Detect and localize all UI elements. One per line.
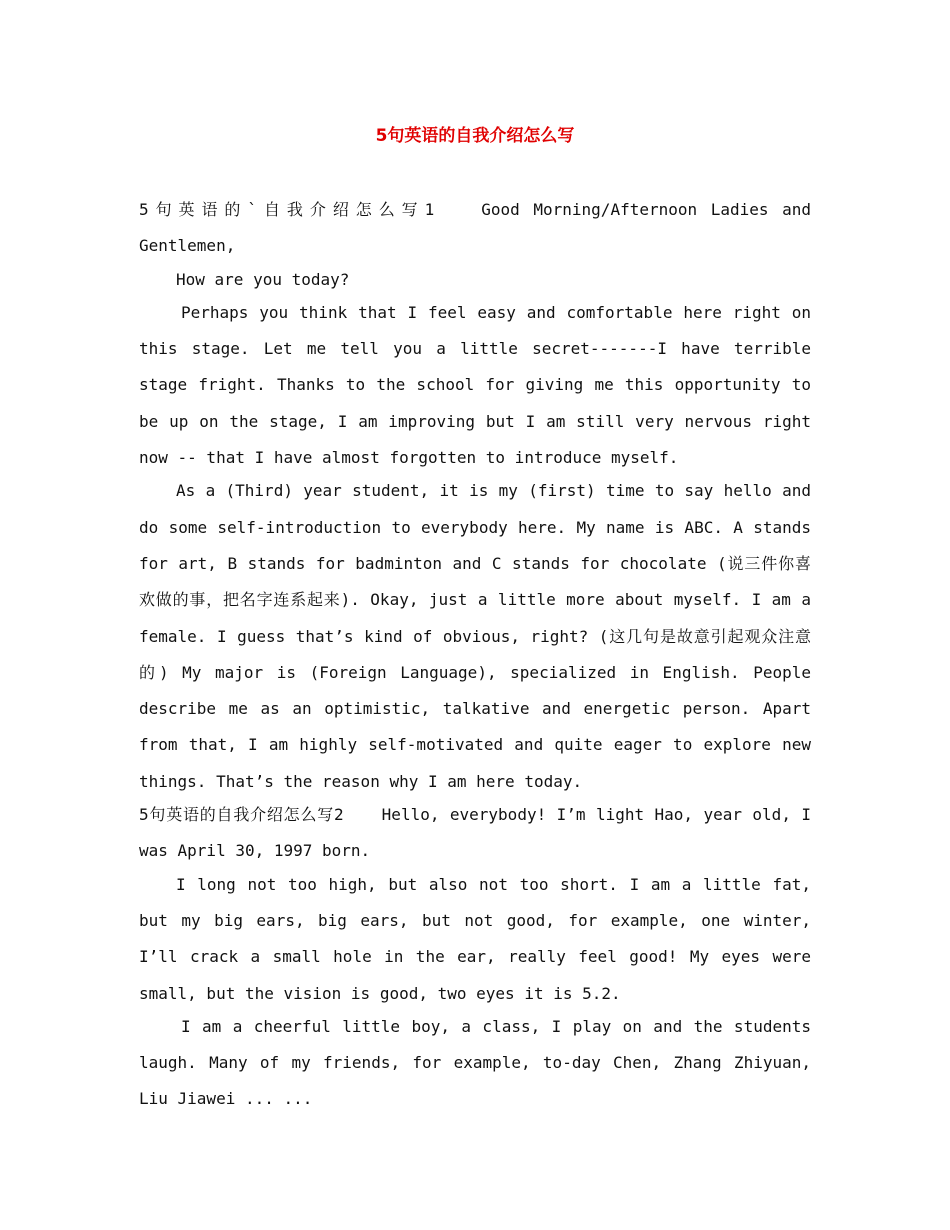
paragraph-as-a-student: As a (Third) year student, it is my (first) time to say hello and do some self-introduction to everybody here. My name is ABC. A stands for art, B stands for badminton and C stands for chocolate (说三件你喜欢做的事，把名字连系起来). Okay, just a little more about myself. I am a female. I guess that’s kind of obvious, right? (这几句是故意引起观众注意的) My major is (Foreign Language), specialized in English. People describe me as an optimistic, talkative and energetic person. Apart from that, I am highly self-motivated and quite eager to explore new things. That’s the reason why I am here today.	[139, 481, 811, 791]
section1-heading: 5句英语的`自我介绍怎么写1	[139, 200, 438, 219]
section2-first-paragraph	[139, 797, 811, 870]
section1-greeting: Good Morning/Afternoon Ladies and Gentlemen,	[139, 200, 811, 256]
paragraph-perhaps: Perhaps you think that I feel easy and comfortable here right on this stage. Let me tell you a little secret-------I have terrible stage fright. Thanks to the school for giving me this opportunity to be up on the stage, I am improving but I am still very nervous right now -- that I have almost forgotten to introduce myself.	[139, 302, 811, 468]
section2-intro: Hello, everybody! I’m light Hao, year old, I was April 30, 1997 born.	[139, 805, 811, 861]
document-title: 5句英语的自我介绍怎么写	[375, 126, 575, 146]
paragraph-how-are-you: How are you today?	[176, 269, 350, 289]
document-body	[139, 192, 811, 1118]
section2-heading: 5句英语的自我介绍怎么写2	[139, 805, 344, 825]
paragraph-cheerful: I am a cheerful little boy, a class, I play on and the students laugh. Many of my friends, for example, to-day Chen, Zhang Zhiyuan, Liu Jiawei ... ...	[139, 1016, 811, 1109]
paragraph-i-long: I long not too high, but also not too short. I am a little fat, but my big ears, big ears, but not good, for example, one winter, I’ll crack a small hole in the ear, really feel good! My eyes were small, but the vision is good, two eyes it is 5.2.	[139, 874, 811, 1003]
section1-first-paragraph	[139, 192, 811, 265]
